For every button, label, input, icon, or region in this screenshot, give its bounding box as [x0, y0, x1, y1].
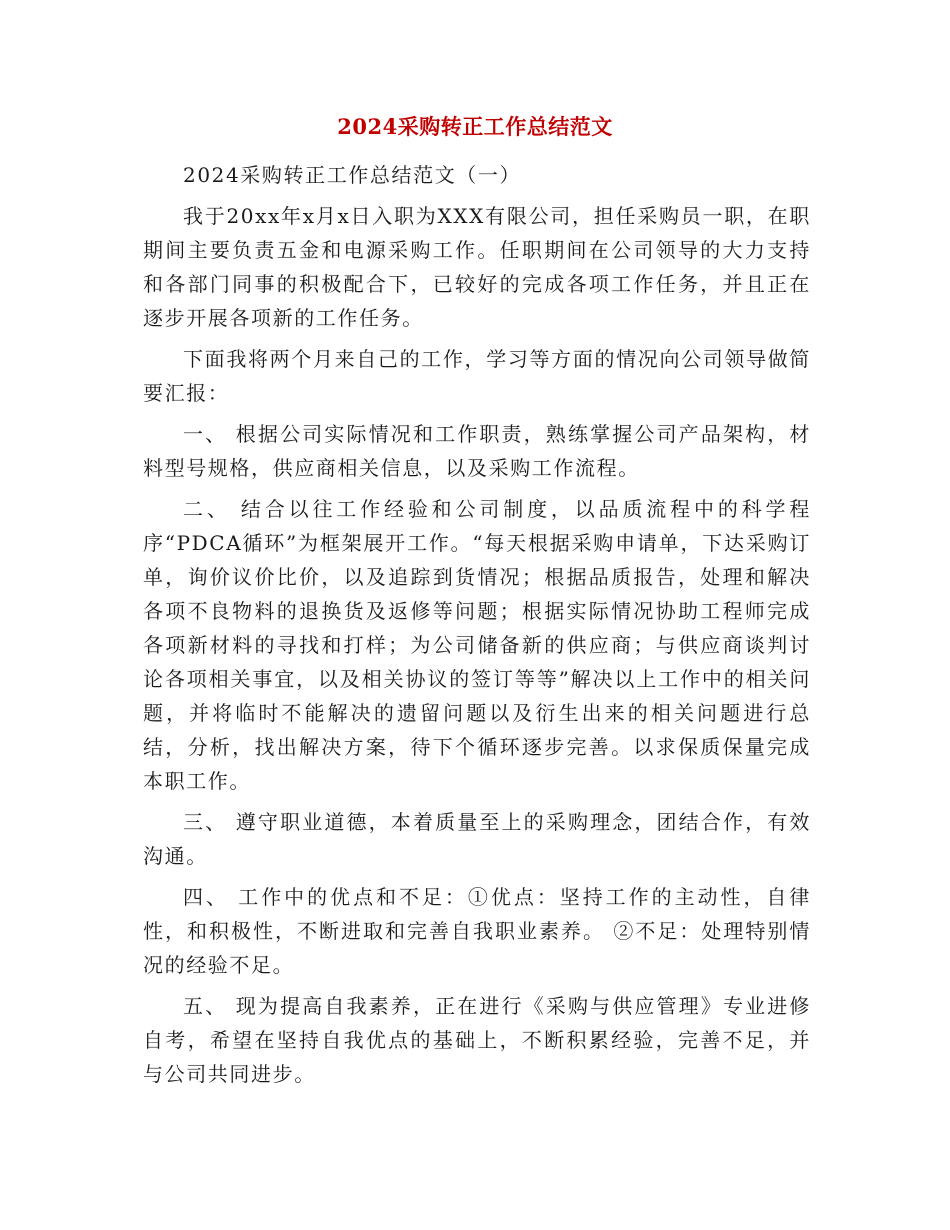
paragraph-intro: 我于20xx年x月x日入职为XXX有限公司，担任采购员一职，在职期间主要负责五金和电源采购工作。任职期间在公司领导的大力支持和各部门同事的积极配合下，已较好的完成各项工作任务，并且正在逐步开展各项新的工作任务。 [143, 204, 811, 330]
paragraph-item-4: 四、 工作中的优点和不足：①优点：坚持工作的主动性，自律性，和积极性，不断进取和完善自我职业素养。 ②不足：处理特别情况的经验不足。 [143, 885, 811, 977]
paragraph-item-3: 三、 遵守职业道德，本着质量至上的采购理念，团结合作，有效沟通。 [143, 810, 811, 868]
paragraph-report-lead: 下面我将两个月来自己的工作，学习等方面的情况向公司领导做简要汇报： [143, 347, 811, 405]
document-body [143, 158, 811, 1098]
paragraph-item-5: 五、 现为提高自我素养，正在进行《采购与供应管理》专业进修自考，希望在坚持自我优点的基础上，不断积累经验，完善不足，并与公司共同进步。 [143, 994, 811, 1086]
document-title: 2024采购转正工作总结范文 [337, 114, 613, 139]
paragraph-item-1: 一、 根据公司实际情况和工作职责，熟练掌握公司产品架构，材料型号规格，供应商相关信息，以及采购工作流程。 [143, 422, 811, 480]
section-subtitle: 2024采购转正工作总结范文（一） [183, 163, 522, 187]
paragraph-item-2: 二、 结合以往工作经验和公司制度，以品质流程中的科学程序“PDCA循环”为框架展开工作。“每天根据采购申请单，下达采购订单，询价议价比价，以及追踪到货情况；根据品质报告，处理和解决各项不良物料的退换货及返修等问题；根据实际情况协助工程师完成各项新材料的寻找和打样；为公司储备新的供应商；与供应商谈判讨论各项相关事宜，以及相关协议的签订等等”解决以上工作中的相关问题，并将临时不能解决的遗留问题以及衍生出来的相关问题进行总结，分析，找出解决方案，待下个循环逐步完善。以求保质保量完成本职工作。 [143, 497, 811, 793]
